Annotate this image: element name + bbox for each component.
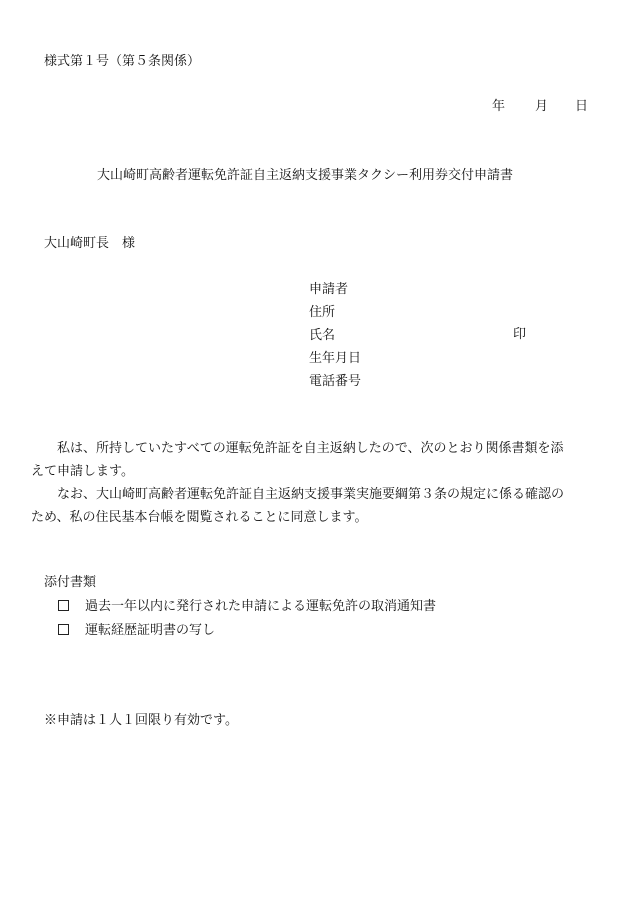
applicant-name-label: 氏名	[309, 328, 336, 343]
form-number: 様式第１号（第５条関係）	[44, 54, 201, 69]
applicant-address-label: 住所	[309, 305, 336, 320]
checkbox-icon[interactable]	[58, 624, 69, 635]
addressee: 大山崎町長 様	[44, 236, 136, 251]
body-paragraph-2	[31, 483, 592, 529]
seal-mark: 印	[513, 327, 527, 342]
attachments-heading: 添付書類	[44, 575, 97, 590]
body-paragraph-2-line-1: なお、大山崎町高齢者運転免許証自主返納支援事業実施要綱第３条の規定に係る確認の	[57, 487, 565, 502]
applicant-phone-label: 電話番号	[309, 374, 362, 389]
body-paragraph-1-line-2: えて申請します。	[31, 464, 134, 479]
body-paragraph-1-line-1: 私は、所持していたすべての運転免許証を自主返納したので、次のとおり関係書類を添	[57, 441, 564, 456]
document-title: 大山崎町高齢者運転免許証自主返納支援事業タクシー利用券交付申請書	[97, 168, 514, 183]
date-day-label: 日	[575, 99, 589, 114]
applicant-birthdate-label: 生年月日	[309, 351, 362, 366]
applicant-heading: 申請者	[309, 282, 349, 297]
checkbox-icon[interactable]	[58, 600, 69, 611]
date-month-label: 月	[535, 99, 549, 114]
body-paragraph-1	[31, 437, 592, 483]
validity-note: ※申請は１人１回限り有効です。	[44, 713, 238, 728]
attachment-item	[58, 600, 436, 613]
attachment-item-label: 運転経歴証明書の写し	[85, 623, 216, 638]
attachment-item-label: 過去一年以内に発行された申請による運転免許の取消通知書	[85, 599, 437, 614]
date-year-label: 年	[492, 99, 506, 114]
body-paragraph-2-line-2: ため、私の住民基本台帳を閲覧されることに同意します。	[31, 510, 368, 525]
attachment-item	[58, 624, 215, 637]
